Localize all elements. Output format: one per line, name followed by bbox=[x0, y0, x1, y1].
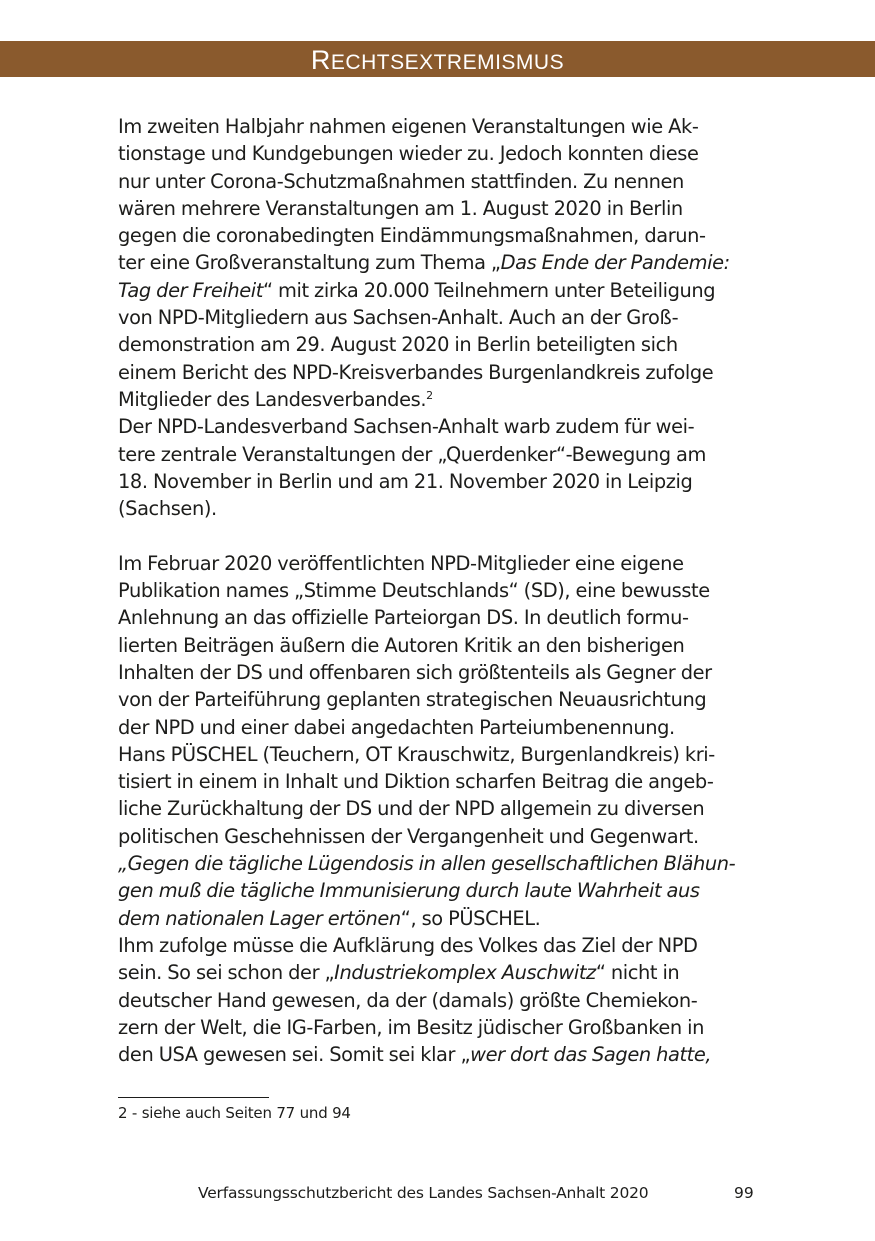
text-line bbox=[118, 386, 768, 413]
chapter-title-rest: ECHTSEXTREMISMUS bbox=[330, 51, 565, 74]
text-line: liche Zurückhaltung der DS und der NPD allgemein zu diversen bbox=[118, 797, 705, 821]
paragraph-3 bbox=[118, 550, 768, 741]
footer-publication-title: Verfassungsschutzbericht des Landes Sachsen-Anhalt 2020 bbox=[198, 1184, 649, 1202]
footnote-reference: 2 bbox=[426, 388, 433, 402]
text-line bbox=[118, 277, 768, 304]
quotation: „Gegen die tägliche Lügendosis in allen gesellschaftlichen Blähun- bbox=[118, 852, 736, 876]
text-line: Der NPD-Landesverband Sachsen-Anhalt warb zudem für wei- bbox=[118, 415, 695, 439]
text-run: sein. So sei schon der „ bbox=[118, 961, 335, 985]
text-line: (Sachsen). bbox=[118, 497, 217, 521]
paragraph-4 bbox=[118, 741, 768, 932]
quotation: dem nationalen Lager ertönen bbox=[118, 906, 401, 930]
text-line: wären mehrere Veranstaltungen am 1. August 2020 in Berlin bbox=[118, 196, 683, 220]
text-line bbox=[118, 1041, 768, 1068]
text-line: deutscher Hand gewesen, da der (damals) größte Chemiekon- bbox=[118, 988, 698, 1012]
text-line: der NPD und einer dabei angedachten Parteiumbenennung. bbox=[118, 715, 675, 739]
text-line: Publikation names „Stimme Deutschlands“ (SD), eine bewusste bbox=[118, 579, 710, 603]
text-line bbox=[118, 905, 768, 932]
text-line bbox=[118, 877, 768, 904]
paragraph-1 bbox=[118, 113, 768, 413]
paragraph-2 bbox=[118, 413, 768, 522]
text-line: Im Februar 2020 veröffentlichten NPD-Mitglieder eine eigene bbox=[118, 551, 684, 575]
text-line bbox=[118, 249, 768, 276]
page-number: 99 bbox=[734, 1184, 754, 1202]
text-line bbox=[118, 850, 768, 877]
text-line: von NPD-Mitgliedern aus Sachsen-Anhalt. Auch an der Groß- bbox=[118, 306, 679, 330]
text-line: einem Bericht des NPD-Kreisverbandes Burgenlandkreis zufolge bbox=[118, 360, 714, 384]
quotation: wer dort das Sagen hatte, bbox=[470, 1043, 712, 1067]
quoted-title: Tag der Freiheit bbox=[118, 278, 263, 302]
text-run: den USA gewesen sei. Somit sei klar „ bbox=[118, 1043, 471, 1067]
text-line: tere zentrale Veranstaltungen der „Querdenker“-Bewegung am bbox=[118, 442, 706, 466]
text-line: Ihm zufolge müsse die Aufklärung des Volkes das Ziel der NPD bbox=[118, 933, 698, 957]
text-run: “, so PÜSCHEL. bbox=[400, 906, 541, 930]
text-run: ter eine Großveranstaltung zum Thema „ bbox=[118, 251, 501, 275]
chapter-header-bar bbox=[0, 41, 875, 77]
quotation: gen muß die tägliche Immunisierung durch laute Wahrheit aus bbox=[118, 879, 700, 903]
text-line: lierten Beiträgen äußern die Autoren Kritik an den bisherigen bbox=[118, 633, 685, 657]
text-line: Im zweiten Halbjahr nahmen eigenen Veranstaltungen wie Ak- bbox=[118, 115, 699, 138]
footnote: 2 - siehe auch Seiten 77 und 94 bbox=[118, 1104, 351, 1122]
text-line bbox=[118, 959, 768, 986]
text-line: Anlehnung an das offizielle Parteiorgan DS. In deutlich formu- bbox=[118, 606, 689, 630]
text-run: “ mit zirka 20.000 Teilnehmern unter Beteiligung bbox=[263, 278, 716, 302]
text-line: von der Parteiführung geplanten strategischen Neuausrichtung bbox=[118, 688, 707, 712]
text-run: Mitglieder des Landesverbandes. bbox=[118, 387, 427, 411]
quotation: Industriekomplex Auschwitz bbox=[334, 961, 596, 985]
text-line: politischen Geschehnissen der Vergangenheit und Gegenwart. bbox=[118, 824, 699, 848]
text-line: demonstration am 29. August 2020 in Berlin beteiligten sich bbox=[118, 333, 678, 357]
text-line: nur unter Corona-Schutzmaßnahmen stattfinden. Zu nennen bbox=[118, 169, 684, 193]
paragraph-5 bbox=[118, 932, 768, 1068]
paragraph-gap bbox=[118, 522, 768, 549]
text-line: tionstage und Kundgebungen wieder zu. Jedoch konnten diese bbox=[118, 142, 699, 166]
footnote-divider bbox=[118, 1097, 269, 1098]
text-line: Inhalten der DS und offenbaren sich größtenteils als Gegner der bbox=[118, 660, 712, 684]
body-text bbox=[118, 113, 768, 1068]
text-line: zern der Welt, die IG-Farben, im Besitz jüdischer Großbanken in bbox=[118, 1015, 704, 1039]
text-line: Hans PÜSCHEL (Teuchern, OT Krauschwitz, Burgenlandkreis) kri- bbox=[118, 742, 715, 766]
text-line: 18. November in Berlin und am 21. November 2020 in Leipzig bbox=[118, 469, 693, 493]
chapter-title bbox=[310, 45, 565, 75]
quoted-title: Das Ende der Pandemie: bbox=[500, 251, 730, 275]
chapter-title-initial: R bbox=[310, 45, 331, 75]
text-run: “ nicht in bbox=[595, 961, 680, 985]
text-line: tisiert in einem in Inhalt und Diktion scharfen Beitrag die angeb- bbox=[118, 770, 714, 794]
text-line: gegen die coronabedingten Eindämmungsmaßnahmen, darun- bbox=[118, 224, 706, 248]
